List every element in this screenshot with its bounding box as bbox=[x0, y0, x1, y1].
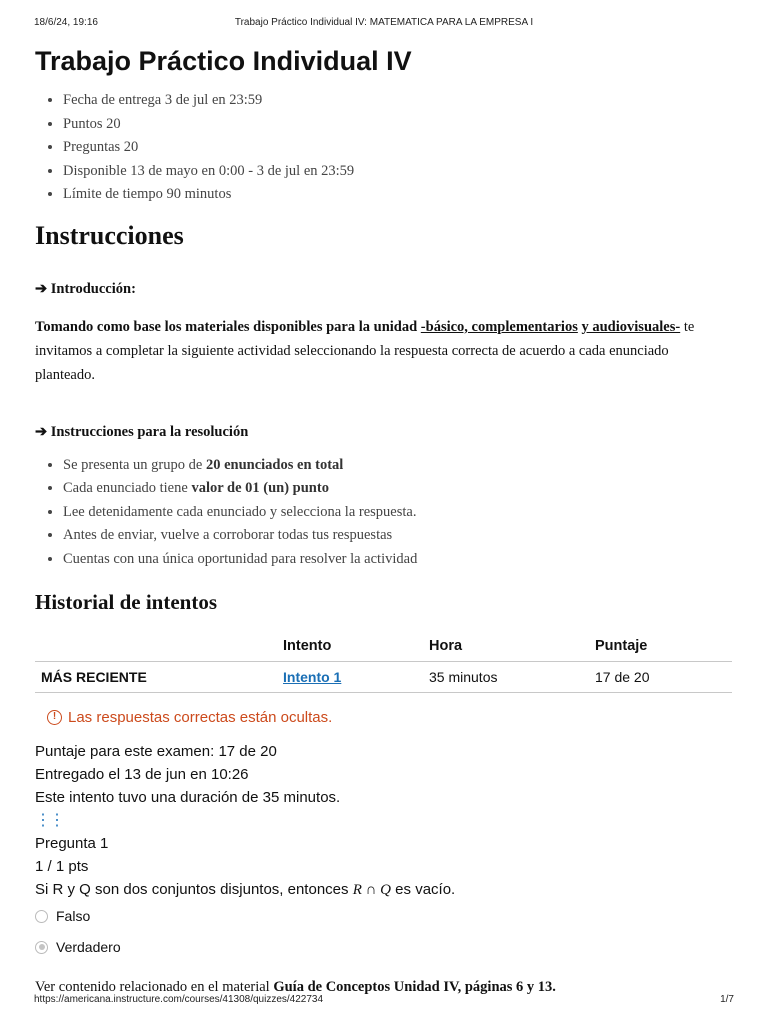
resolution-item bbox=[63, 454, 732, 478]
submitted-at: Entregado el 13 de jun en 10:26 bbox=[35, 766, 249, 783]
attempts-header-row bbox=[35, 631, 732, 662]
attempt-recent-label: MÁS RECIENTE bbox=[35, 662, 277, 693]
col-header-score: Puntaje bbox=[589, 631, 732, 662]
resolution-item-text: Cada enunciado tiene bbox=[63, 480, 192, 496]
answers-hidden-notice bbox=[47, 707, 732, 727]
warning-icon: ! bbox=[47, 710, 62, 725]
print-date: 18/6/24, 19:16 bbox=[34, 17, 98, 28]
intro-bold-text: Tomando como base los materiales disponibles para la unidad bbox=[35, 318, 421, 335]
detail-points: • Puntos 20 bbox=[63, 113, 732, 137]
page-title: Trabajo Práctico Individual IV bbox=[35, 46, 412, 76]
resolution-item-text: Se presenta un grupo de bbox=[63, 456, 206, 473]
print-doc-title: Trabajo Práctico Individual IV: MATEMATICA PARA LA EMPRESA I bbox=[234, 17, 534, 28]
answers-hidden-text: Las respuestas correctas están ocultas. bbox=[68, 708, 333, 726]
intro-paragraph bbox=[35, 315, 732, 387]
attempt-duration: Este intento tuvo una duración de 35 minutos. bbox=[35, 789, 341, 806]
quiz-content bbox=[35, 44, 732, 999]
col-header-attempt: Intento bbox=[277, 631, 423, 662]
instructions-heading: Instrucciones bbox=[35, 220, 184, 250]
exam-score: Puntaje para este examen: 17 de 20 bbox=[35, 743, 277, 760]
history-heading: Historial de intentos bbox=[35, 590, 217, 614]
resolution-item: • Cuentas con una única oportunidad para resolver la actividad bbox=[63, 548, 732, 572]
intro-heading: ➔ Introducción: bbox=[35, 280, 136, 297]
answer-option-falso[interactable] bbox=[35, 905, 732, 927]
question-text-pre: Si R y Q son dos conjuntos disjuntos, entonces bbox=[35, 881, 353, 898]
question-text bbox=[35, 878, 732, 901]
related-material: Guía de Conceptos Unidad IV, páginas 6 y 13. bbox=[273, 979, 556, 995]
resolution-item: • Lee detenidamente cada enunciado y selecciona la respuesta. bbox=[63, 501, 732, 525]
attempt-summary bbox=[35, 740, 732, 901]
resolution-item: • Antes de enviar, vuelve a corroborar todas tus respuestas bbox=[63, 524, 732, 548]
print-url: https://americana.instructure.com/courses/41308/quizzes/422734 bbox=[34, 994, 324, 1005]
attempt-link-cell bbox=[277, 662, 423, 693]
print-page-number: 1/7 bbox=[720, 994, 734, 1005]
radio-verdadero[interactable] bbox=[35, 941, 48, 954]
attempt-1-link[interactable]: Intento 1 bbox=[283, 669, 342, 685]
detail-time-limit: • Límite de tiempo 90 minutos bbox=[63, 183, 732, 207]
intro-underlined-1: -básico, complementarios bbox=[420, 318, 578, 335]
col-header-time: Hora bbox=[423, 631, 589, 662]
resolution-item-bold: 20 enunciados en total bbox=[205, 456, 344, 473]
drag-handle-icon[interactable]: ⋮⋮ bbox=[35, 812, 63, 829]
resolution-item-bold: valor de 01 (un) punto bbox=[191, 480, 329, 496]
intro-rest-text: te invitamos a completar la siguiente actividad seleccionando la respuesta correcta de acuerdo a cada enunciado planteado. bbox=[35, 318, 695, 383]
question-label: Pregunta 1 bbox=[35, 835, 109, 852]
attempt-time: 35 minutos bbox=[423, 662, 589, 693]
detail-questions: • Preguntas 20 bbox=[63, 136, 732, 160]
col-header-empty bbox=[35, 631, 277, 662]
question-math: R ∩ Q bbox=[352, 882, 392, 898]
answer-option-label: Falso bbox=[56, 908, 91, 924]
question-text-post: es vacío. bbox=[391, 881, 456, 898]
table-row bbox=[35, 662, 732, 693]
detail-availability: • Disponible 13 de mayo en 0:00 - 3 de jul en 23:59 bbox=[63, 160, 732, 184]
quiz-details-list bbox=[35, 89, 732, 207]
resolution-item bbox=[63, 477, 732, 501]
intro-underlined-2: y audiovisuales- bbox=[581, 318, 681, 335]
radio-falso[interactable] bbox=[35, 910, 48, 923]
answer-option-label: Verdadero bbox=[56, 939, 121, 955]
answer-option-verdadero[interactable] bbox=[35, 936, 732, 958]
attempt-score: 17 de 20 bbox=[589, 662, 732, 693]
resolution-heading: ➔ Instrucciones para la resolución bbox=[35, 423, 249, 440]
question-points: 1 / 1 pts bbox=[35, 858, 89, 875]
detail-due-date: • Fecha de entrega 3 de jul en 23:59 bbox=[63, 89, 732, 113]
attempts-table bbox=[35, 631, 732, 693]
related-text: Ver contenido relacionado en el material bbox=[35, 979, 274, 995]
resolution-list bbox=[35, 454, 732, 572]
